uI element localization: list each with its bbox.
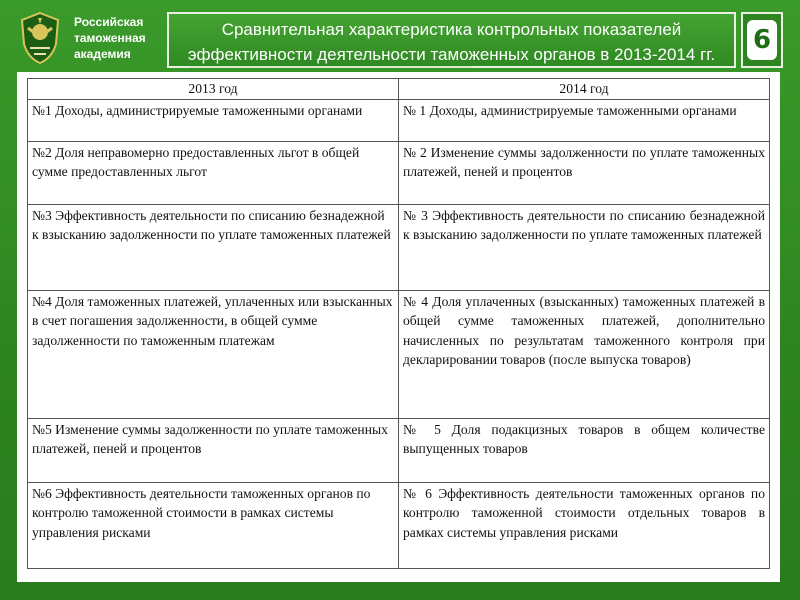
table-cell-2014: № 4 Доля уплаченных (взысканных) таможенных платежей в общей сумме таможенных платежей, дополнительно начисленных по результатам таможенного контроля при декларировании товаров (после выпуска товаров)	[399, 290, 770, 418]
table-row	[28, 141, 770, 204]
table-cell-2013: №5 Изменение суммы задолженности по уплате таможенных платежей, пеней и процентов	[28, 418, 399, 482]
table-cell-2013: №3 Эффективность деятельности по списанию безнадежной к взысканию задолженности по уплате таможенных платежей	[28, 204, 399, 290]
customs-emblem-icon	[16, 10, 64, 66]
table-cell-2014: № 3 Эффективность деятельности по списанию безнадежной к взысканию задолженности по уплате таможенных платежей	[399, 204, 770, 290]
academy-line: Российская	[74, 15, 144, 29]
indicators-table	[27, 78, 770, 569]
table-row	[28, 204, 770, 290]
column-header-2013: 2013 год	[28, 79, 399, 100]
academy-line: таможенная	[74, 31, 146, 45]
table-row	[28, 290, 770, 418]
title-line: эффективности деятельности таможенных органов в 2013-2014 гг.	[187, 45, 716, 64]
table-cell-2013: №1 Доходы, администрируемые таможенными органами	[28, 99, 399, 141]
table-cell-2013: №2 Доля неправомерно предоставленных льгот в общей сумме предоставленных льгот	[28, 141, 399, 204]
table-cell-2014: № 5 Доля подакцизных товаров в общем количестве выпущенных товаров	[399, 418, 770, 482]
table-panel	[17, 72, 780, 582]
academy-name	[74, 14, 169, 62]
table-cell-2014: № 6 Эффективность деятельности таможенных органов по контролю таможенной стоимости отдельных товаров в рамках системы управления рисками	[399, 482, 770, 568]
slide-title	[167, 12, 736, 68]
table-header-row	[28, 79, 770, 100]
slide-number: 6	[747, 20, 777, 60]
title-line: Сравнительная характеристика контрольных показателей	[221, 20, 682, 39]
slide-number-box	[741, 12, 783, 68]
table-row	[28, 99, 770, 141]
table-cell-2013: №6 Эффективность деятельности таможенных органов по контролю таможенной стоимости в рамках системы управления рисками	[28, 482, 399, 568]
table-cell-2014: № 1 Доходы, администрируемые таможенными органами	[399, 99, 770, 141]
column-header-2014: 2014 год	[399, 79, 770, 100]
academy-line: академия	[74, 47, 131, 61]
table-row	[28, 482, 770, 568]
table-row	[28, 418, 770, 482]
table-cell-2013: №4 Доля таможенных платежей, уплаченных или взысканных в счет погашения задолженности, в общей сумме задолженности по таможенным платежам	[28, 290, 399, 418]
table-cell-2014: № 2 Изменение суммы задолженности по уплате таможенных платежей, пеней и процентов	[399, 141, 770, 204]
title-underline	[190, 66, 472, 68]
